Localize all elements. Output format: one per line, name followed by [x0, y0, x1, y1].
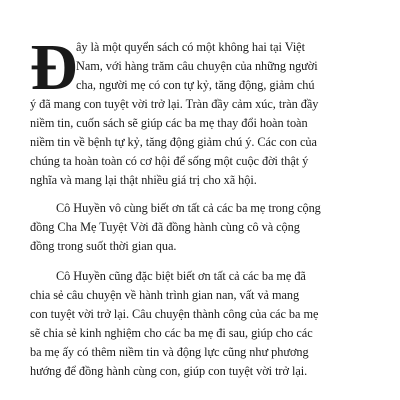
paragraph-1-body	[30, 95, 374, 190]
paragraph-1-line-5: niềm tin, cuốn sách sẽ giúp các ba mẹ thay đổi hoàn toàn	[30, 116, 308, 130]
paragraph-3-line-3: con tuyệt vời trở lại. Câu chuyện thành công của các ba mẹ	[30, 307, 319, 321]
paragraph-1-line-1: ây là một quyển sách có một không hai tại Việt	[76, 40, 305, 54]
paragraph-3-line-4: sẽ chia sẻ kinh nghiệm cho các ba mẹ đi sau, giúp cho các	[30, 326, 313, 340]
paragraph-3	[30, 267, 374, 381]
paragraph-1-line-3: cha, người mẹ có con tự kỷ, tăng động, giảm chú	[76, 78, 315, 92]
paragraph-3-line-2: chia sẻ câu chuyện về hành trình gian nan, vất vả mang	[30, 288, 300, 302]
paragraph-1-line-6: niềm tin về bệnh tự kỷ, tăng động giảm chú ý. Các con của	[30, 135, 317, 149]
paragraph-2-line-2: đồng Cha Mẹ Tuyệt Vời đã đồng hành cùng cô và cộng	[30, 220, 300, 234]
drop-cap-letter: Đ	[30, 31, 78, 104]
paragraph-3-line-6: hướng để đồng hành cùng con, giúp con tuyệt vời trở lại.	[30, 364, 308, 378]
paragraph-1-dropcap-lines	[76, 38, 376, 95]
paragraph-1-line-8: nghĩa và mang lại thật nhiều giá trị cho xã hội.	[30, 173, 257, 187]
paragraph-1-line-2: Nam, với hàng trăm câu chuyện của những người	[76, 59, 318, 73]
paragraph-3-line-5: ba mẹ ấy có thêm niềm tin và động lực cũng như phương	[30, 345, 309, 359]
paragraph-3-line-1: Cô Huyền cũng đặc biệt biết ơn tất cả các ba mẹ đã	[56, 269, 306, 283]
paragraph-1-line-4: ý đã mang con tuyệt vời trở lại. Tràn đầy cảm xúc, tràn đầy	[30, 97, 319, 111]
paragraph-1-line-7: chúng ta hoàn toàn có cơ hội để sống một cuộc đời thật ý	[30, 154, 309, 168]
paragraph-2-line-1: Cô Huyền vô cùng biết ơn tất cả các ba mẹ trong cộng	[56, 201, 321, 215]
paragraph-2	[30, 199, 374, 256]
paragraph-2-line-3: đồng trong suốt thời gian qua.	[30, 239, 177, 253]
